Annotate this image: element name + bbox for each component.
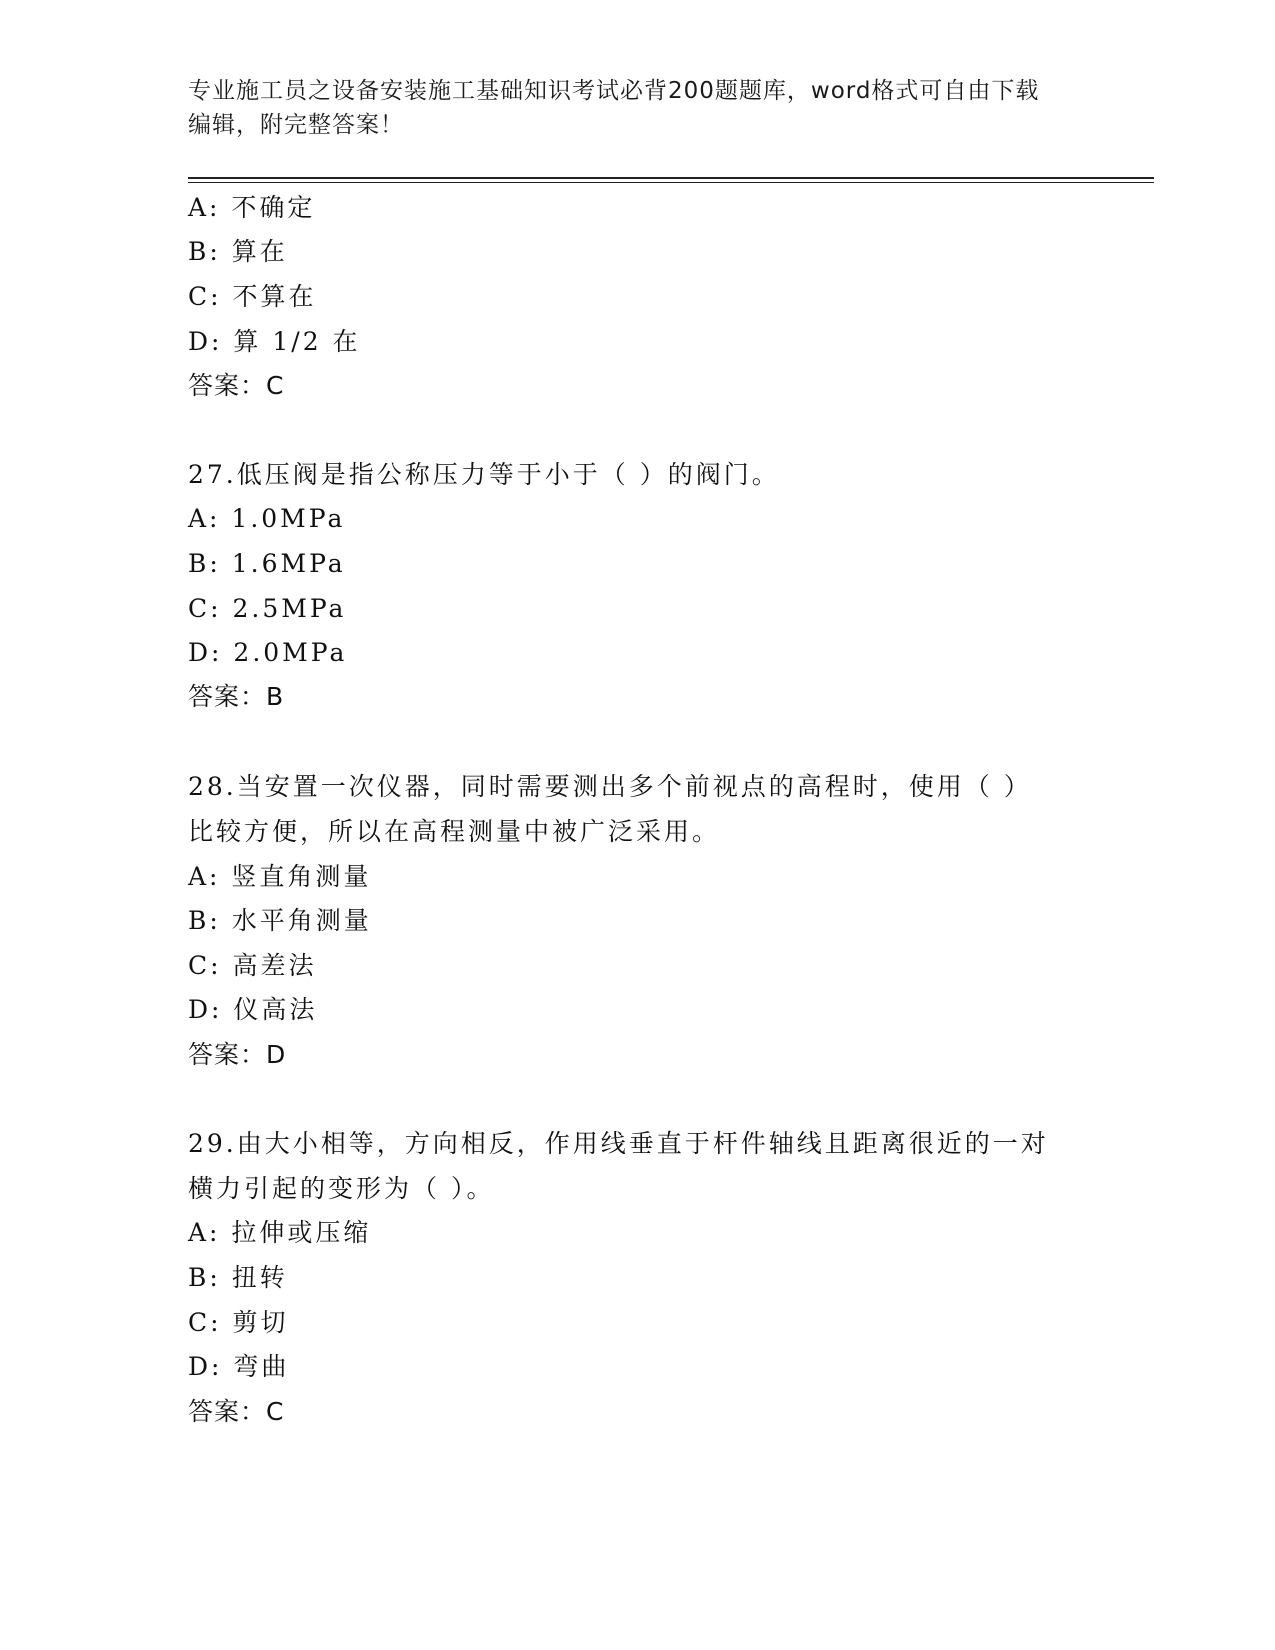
header-divider-thin	[188, 182, 1154, 183]
q28-option-b: B: 水平角测量	[188, 906, 372, 935]
header-title-line-1: 专业施工员之设备安装施工基础知识考试必背200题题库，word格式可自由下载	[188, 78, 1040, 104]
q26-option-a: A: 不确定	[188, 193, 316, 222]
q29-option-c: C: 剪切	[188, 1308, 289, 1337]
q28-stem-line-2: 比较方便，所以在高程测量中被广泛采用。	[188, 817, 721, 846]
q28-option-d: D: 仪高法	[188, 995, 318, 1024]
q28-option-c: C: 高差法	[188, 951, 317, 980]
q27-option-d: D: 2.0MPa	[188, 638, 348, 667]
document-header	[188, 74, 1068, 142]
header-divider-thick	[188, 177, 1154, 179]
q27-answer: 答案：B	[188, 682, 285, 711]
q29-answer: 答案：C	[188, 1397, 285, 1426]
q27-option-a: A: 1.0MPa	[188, 504, 346, 533]
q29-stem-line-1: 29.由大小相等，方向相反，作用线垂直于杆件轴线且距离很近的一对	[188, 1129, 1049, 1158]
q28-stem-line-1: 28.当安置一次仪器，同时需要测出多个前视点的高程时，使用（ ）	[188, 772, 1032, 801]
q26-option-c: C: 不算在	[188, 282, 317, 311]
q29-option-d: D: 弯曲	[188, 1352, 290, 1381]
q26-option-b: B: 算在	[188, 237, 288, 266]
q27-option-b: B: 1.6MPa	[188, 549, 346, 578]
q28-answer: 答案：D	[188, 1040, 287, 1069]
q26-option-d: D: 算 1/2 在	[188, 327, 361, 356]
header-title-line-2: 编辑，附完整答案！	[188, 112, 404, 138]
q27-option-c: C: 2.5MPa	[188, 594, 347, 623]
q28-option-a: A: 竖直角测量	[188, 862, 372, 891]
q29-option-b: B: 扭转	[188, 1263, 288, 1292]
q27-stem: 27.低压阀是指公称压力等于小于（ ）的阀门。	[188, 460, 780, 489]
q26-answer: 答案：C	[188, 371, 285, 400]
q29-stem-line-2: 横力引起的变形为（ ）。	[188, 1174, 495, 1203]
q29-option-a: A: 拉伸或压缩	[188, 1218, 372, 1247]
